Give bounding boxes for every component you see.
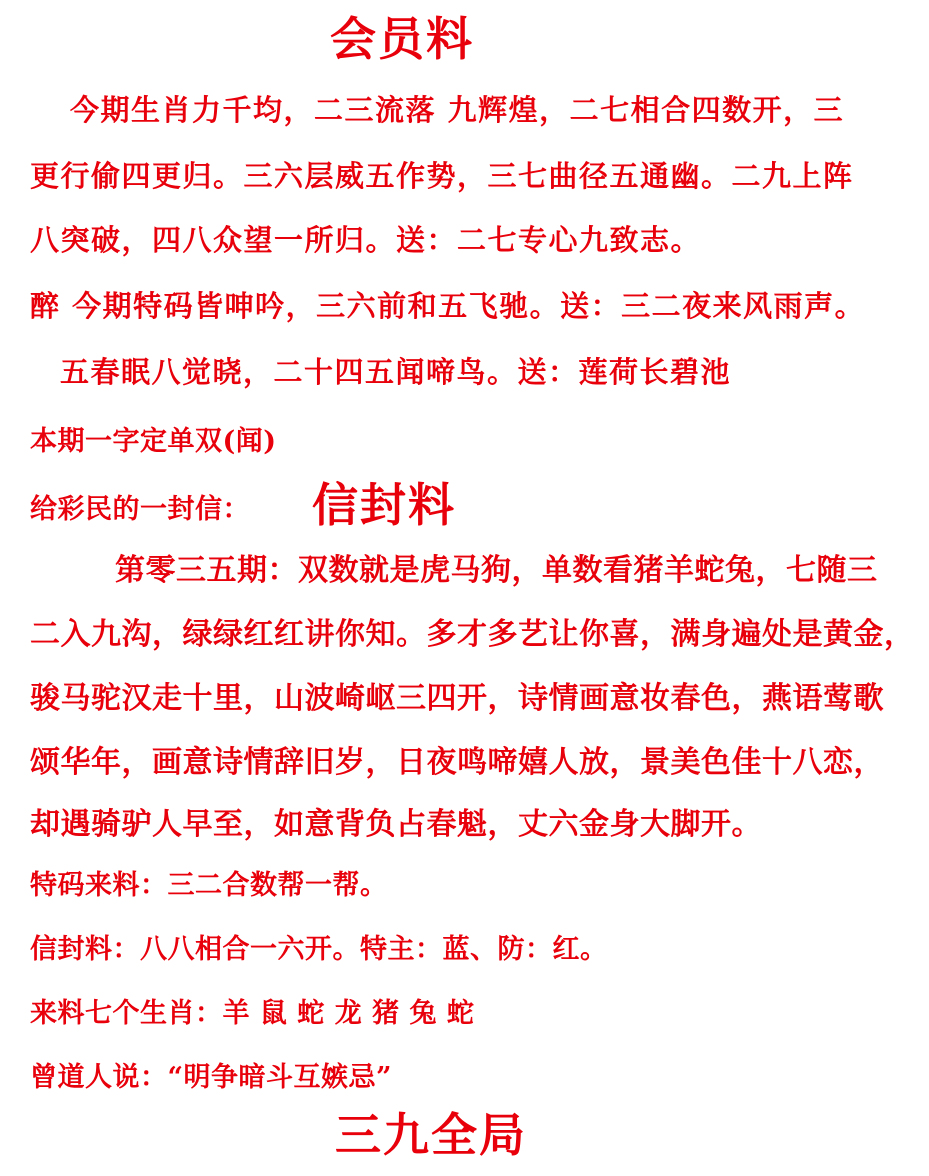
member-line-3: 八突破，四八众望一所归。送：二七专心九致志。 xyxy=(30,223,702,257)
member-line-4: 醉 今期特码皆呻吟，三六前和五飞驰。送：三二夜来风雨声。 xyxy=(30,289,866,323)
full-board-title: 三九全局 xyxy=(335,1108,527,1162)
envelope-line-1: 第零三五期：双数就是虎马狗，单数看猪羊蛇兔，七随三 xyxy=(115,553,878,588)
envelope-line-4: 颂华年，画意诗情辞旧岁，日夜鸣啼嬉人放，景美色佳十八恋， xyxy=(30,745,884,780)
envelope-material-title: 信封料 xyxy=(312,478,456,532)
envelope-line-3: 骏马驼汉走十里，山波崎岖三四开，诗情画意妆春色，燕语莺歌 xyxy=(30,681,884,716)
note-quote: 曾道人说：“明争暗斗互嫉忌” xyxy=(30,1062,393,1093)
member-material-title: 会员料 xyxy=(330,12,474,66)
envelope-line-5: 却遇骑驴人早至，如意背负占春魁，丈六金身大脚开。 xyxy=(30,807,762,842)
member-line-5: 五春眠八觉晓，二十四五闻啼鸟。送：莲荷长碧池 xyxy=(60,355,732,389)
note-special-code: 特码来料：三二合数帮一帮。 xyxy=(30,870,388,901)
note-zodiacs: 来料七个生肖：羊 鼠 蛇 龙 猪 兔 蛇 xyxy=(30,998,475,1029)
member-line-6: 本期一字定单双(闻) xyxy=(30,426,277,457)
note-envelope: 信封料：八八相合一六开。特主：蓝、防：红。 xyxy=(30,934,608,965)
member-line-2: 更行偷四更归。三六层威五作势，三七曲径五通幽。二九上阵 xyxy=(30,159,854,193)
envelope-line-2: 二入九沟，绿绿红红讲你知。多才多艺让你喜，满身遍处是黄金， xyxy=(30,617,915,652)
member-line-1: 今期生肖力千均，二三流落 九辉煌，二七相合四数开，三 xyxy=(70,93,845,127)
letter-intro: 给彩民的一封信： xyxy=(30,494,250,525)
